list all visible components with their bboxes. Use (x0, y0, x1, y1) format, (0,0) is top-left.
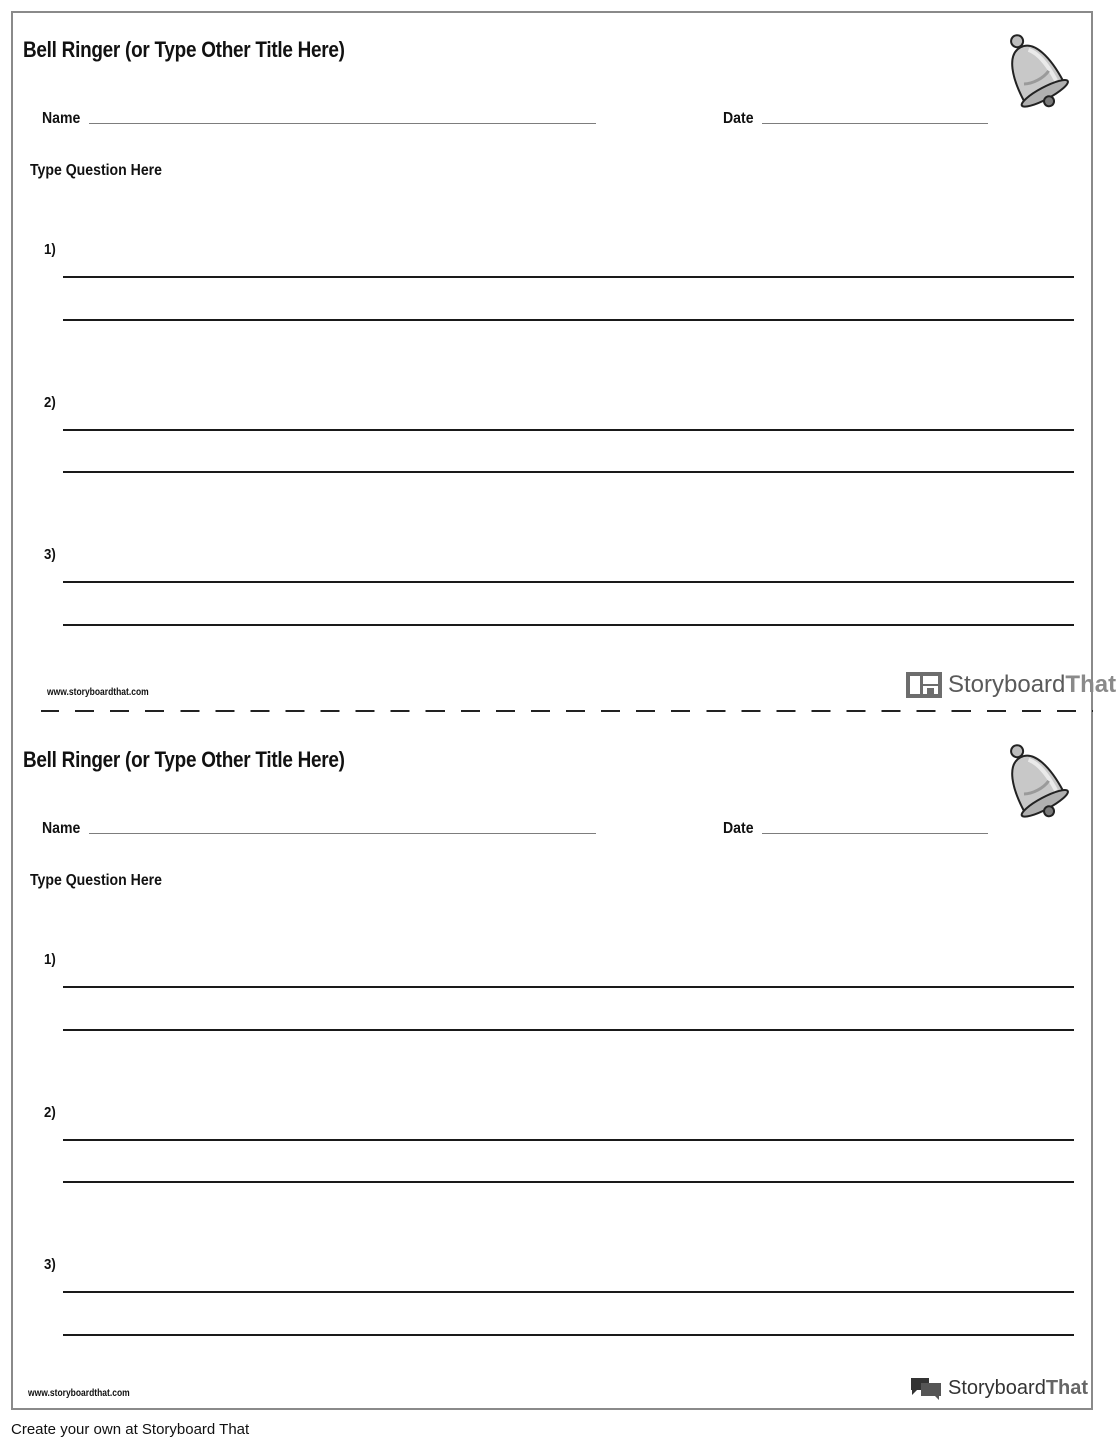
item-number: 2) (44, 1104, 56, 1121)
worksheet-title: Bell Ringer (or Type Other Title Here) (23, 37, 345, 62)
footer-link[interactable]: Create your own at Storyboard That (11, 1421, 250, 1438)
item-number: 1) (44, 241, 56, 258)
worksheet-bottom (13, 723, 1091, 1423)
answer-line[interactable] (63, 1334, 1074, 1336)
answer-line[interactable] (63, 276, 1074, 278)
cut-line (41, 710, 1093, 712)
answer-line[interactable] (63, 471, 1074, 473)
storyboard-frames-icon (905, 671, 943, 699)
storyboardthat-logo (909, 1375, 1088, 1401)
answer-line[interactable] (63, 1139, 1074, 1141)
item-number: 1) (44, 951, 56, 968)
item-number: 2) (44, 394, 56, 411)
name-label: Name (42, 110, 81, 127)
bell-icon (998, 28, 1070, 118)
answer-line[interactable] (63, 319, 1074, 321)
website-text: www.storyboardthat.com (47, 687, 149, 698)
answer-line[interactable] (63, 986, 1074, 988)
logo-text-bold: That (1065, 671, 1116, 698)
logo-text-bold: That (1045, 1376, 1089, 1399)
worksheet-title: Bell Ringer (or Type Other Title Here) (23, 747, 345, 772)
item-number: 3) (44, 1256, 56, 1273)
answer-line[interactable] (63, 1181, 1074, 1183)
date-label: Date (723, 110, 754, 127)
worksheet-top (13, 13, 1116, 713)
date-field[interactable] (762, 123, 988, 124)
website-text: www.storyboardthat.com (28, 1388, 130, 1399)
bell-icon (998, 738, 1070, 828)
name-field[interactable] (89, 833, 596, 834)
question-text: Type Question Here (30, 872, 162, 889)
storyboardthat-logo (905, 671, 1116, 699)
item-number: 3) (44, 546, 56, 563)
date-label: Date (723, 820, 754, 837)
date-field[interactable] (762, 833, 988, 834)
name-field[interactable] (89, 123, 596, 124)
name-label: Name (42, 820, 81, 837)
answer-line[interactable] (63, 624, 1074, 626)
question-text: Type Question Here (30, 162, 162, 179)
answer-line[interactable] (63, 429, 1074, 431)
answer-line[interactable] (63, 1291, 1074, 1293)
answer-line[interactable] (63, 1029, 1074, 1031)
worksheet-page (11, 11, 1116, 1410)
speech-bubbles-icon (909, 1375, 943, 1401)
answer-line[interactable] (63, 581, 1074, 583)
logo-text: Storyboard (948, 1376, 1046, 1399)
logo-text: Storyboard (948, 671, 1066, 698)
